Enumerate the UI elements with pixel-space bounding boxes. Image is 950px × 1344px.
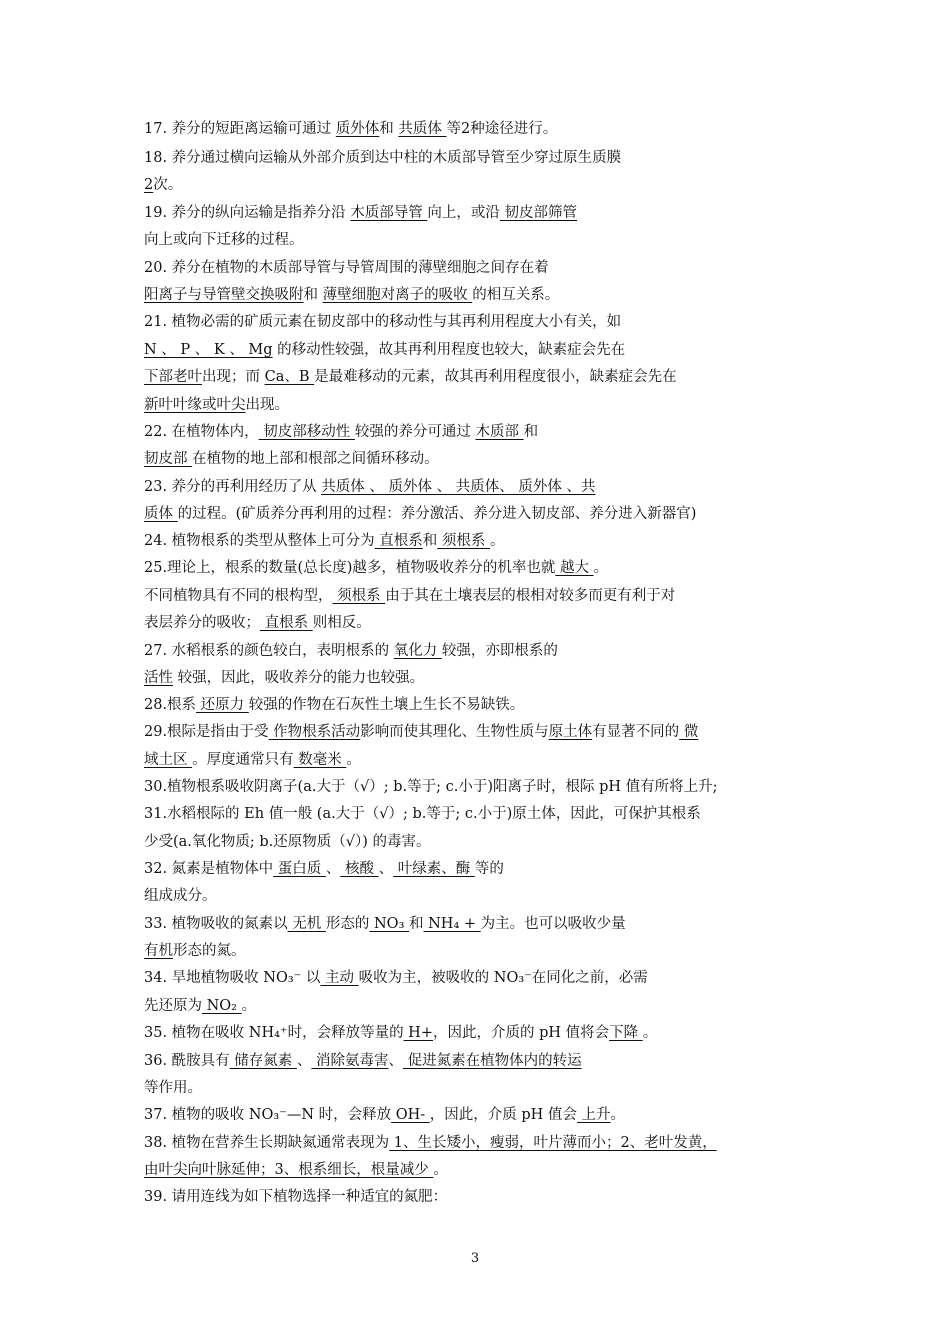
text-line-26: 不同植物具有不同的根构型， 须根系 由于其在土壤表层的根相对较多而更有利于对 (144, 588, 676, 604)
page-number: 3 (470, 1251, 480, 1266)
text-line-38: 38. 植物在营养生长期缺氮通常表现为 1、生长矮小，瘦弱，叶片薄而小；2、老叶发黄， (144, 1135, 717, 1151)
text-line-19b: 向上或向下迁移的过程。 (144, 232, 304, 248)
text-line-19: 19. 养分的纵向运输是指养分沿 木质部导管 向上，或沿 韧皮部筛管 (144, 205, 577, 221)
text-line-20: 20. 养分在植物的木质部导管与导管周围的薄壁细胞之间存在着 (144, 260, 549, 276)
text-line-34b: 先还原为 NO₂ 。 (144, 998, 257, 1014)
text-line-31b: 少受(a.氧化物质; b.还原物质（√）) 的毒害。 (144, 834, 431, 850)
text-line-33: 33. 植物吸收的氮素以 无机 形态的 NO₃ 和 NH₄ + 为主。也可以吸收少量 (144, 916, 626, 932)
text-line-32: 32. 氮素是植物体中 蛋白质 、 核酸 、 叶绿素、酶 等的 (144, 861, 504, 877)
text-line-37: 37. 植物的吸收 NO₃⁻—N 时，会释放 OH- ，因此，介质 pH 值会 上升。 (144, 1107, 626, 1123)
text-line-36: 36. 酰胺具有 储存氮素 、 消除氨毒害、 促进氮素在植物体内的转运 (144, 1053, 582, 1069)
text-line-20b: 阳离子与导管壁交换吸附和 薄壁细胞对离子的吸收 的相互关系。 (144, 287, 560, 303)
text-line-21c: 下部老叶出现；而 Ca、B 是最难移动的元素，故其再利用程度很小，缺素症会先在 (144, 369, 677, 385)
text-line-18b: 2次。 (144, 177, 183, 193)
text-line-30: 30.植物根系吸收阴离子(a.大于（√）; b.等于; c.小于)阳离子时，根际 pH 值有所将上升; (144, 779, 718, 795)
text-line-22: 22. 在植物体内， 韧皮部移动性 较强的养分可通过 木质部 和 (144, 424, 539, 440)
text-line-32b: 组成成分。 (144, 888, 217, 904)
text-line-21d: 新叶叶缘或叶尖出现。 (144, 397, 289, 413)
text-line-35: 35. 植物在吸收 NH₄⁺时，会释放等量的 H+，因此，介质的 pH 值将会下降 。 (144, 1025, 658, 1041)
text-line-27: 27. 水稻根系的颜色较白，表明根系的 氧化力 较强，亦即根系的 (144, 643, 558, 659)
text-line-31: 31.水稻根际的 Eh 值一般 (a.大于（√）; b.等于; c.小于)原土体，因此，可保护其根系 (144, 806, 701, 822)
text-line-23b: 质体 的过程。(矿质养分再利用的过程：养分激活、养分进入韧皮部、养分进入新器官) (144, 506, 697, 522)
text-line-33b: 有机形态的氮。 (144, 943, 246, 959)
text-line-36b: 等作用。 (144, 1080, 202, 1096)
text-line-39: 39. 请用连线为如下植物选择一种适宜的氮肥： (144, 1189, 448, 1205)
text-line-23: 23. 养分的再利用经历了从 共质体 、 质外体 、 共质体、 质外体 、共 (144, 479, 596, 495)
text-line-34: 34. 旱地植物吸收 NO₃⁻ 以 主动 吸收为主，被吸收的 NO₃⁻在同化之前，必需 (144, 970, 648, 986)
text-line-25: 25.理论上，根系的数量(总长度)越多，植物吸收养分的机率也就 越大 。 (144, 560, 609, 576)
text-line-17: 17. 养分的短距离运输可通过 质外体和 共质体 等2种途径进行。 (144, 121, 558, 137)
text-line-29: 29.根际是指由于受 作物根系活动影响而使其理化、生物性质与原土体有显著不同的 微 (144, 724, 699, 740)
text-line-21b: N 、 P 、 K 、 Mg 的移动性较强，故其再利用程度也较大，缺素症会先在 (144, 342, 626, 358)
text-line-24: 24. 植物根系的类型从整体上可分为 直根系和 须根系 。 (144, 533, 505, 549)
text-line-38b: 由叶尖向叶脉延伸；3、根系细长，根量减少 。 (144, 1162, 448, 1178)
text-line-26b: 表层养分的吸收； 直根系 则相反。 (144, 615, 371, 631)
text-line-18: 18. 养分通过横向运输从外部介质到达中柱的木质部导管至少穿过原生质膜 (144, 150, 622, 166)
text-line-21: 21. 植物必需的矿质元素在韧皮部中的移动性与其再利用程度大小有关，如 (144, 314, 622, 330)
text-line-22b: 韧皮部 在植物的地上部和根部之间循环移动。 (144, 451, 439, 467)
text-line-29b: 域土区 。厚度通常只有 数毫米 。 (144, 752, 361, 768)
text-line-27b: 活性 较强，因此，吸收养分的能力也较强。 (144, 670, 425, 686)
text-line-28: 28.根系 还原力 较强的作物在石灰性土壤上生长不易缺铁。 (144, 697, 525, 713)
